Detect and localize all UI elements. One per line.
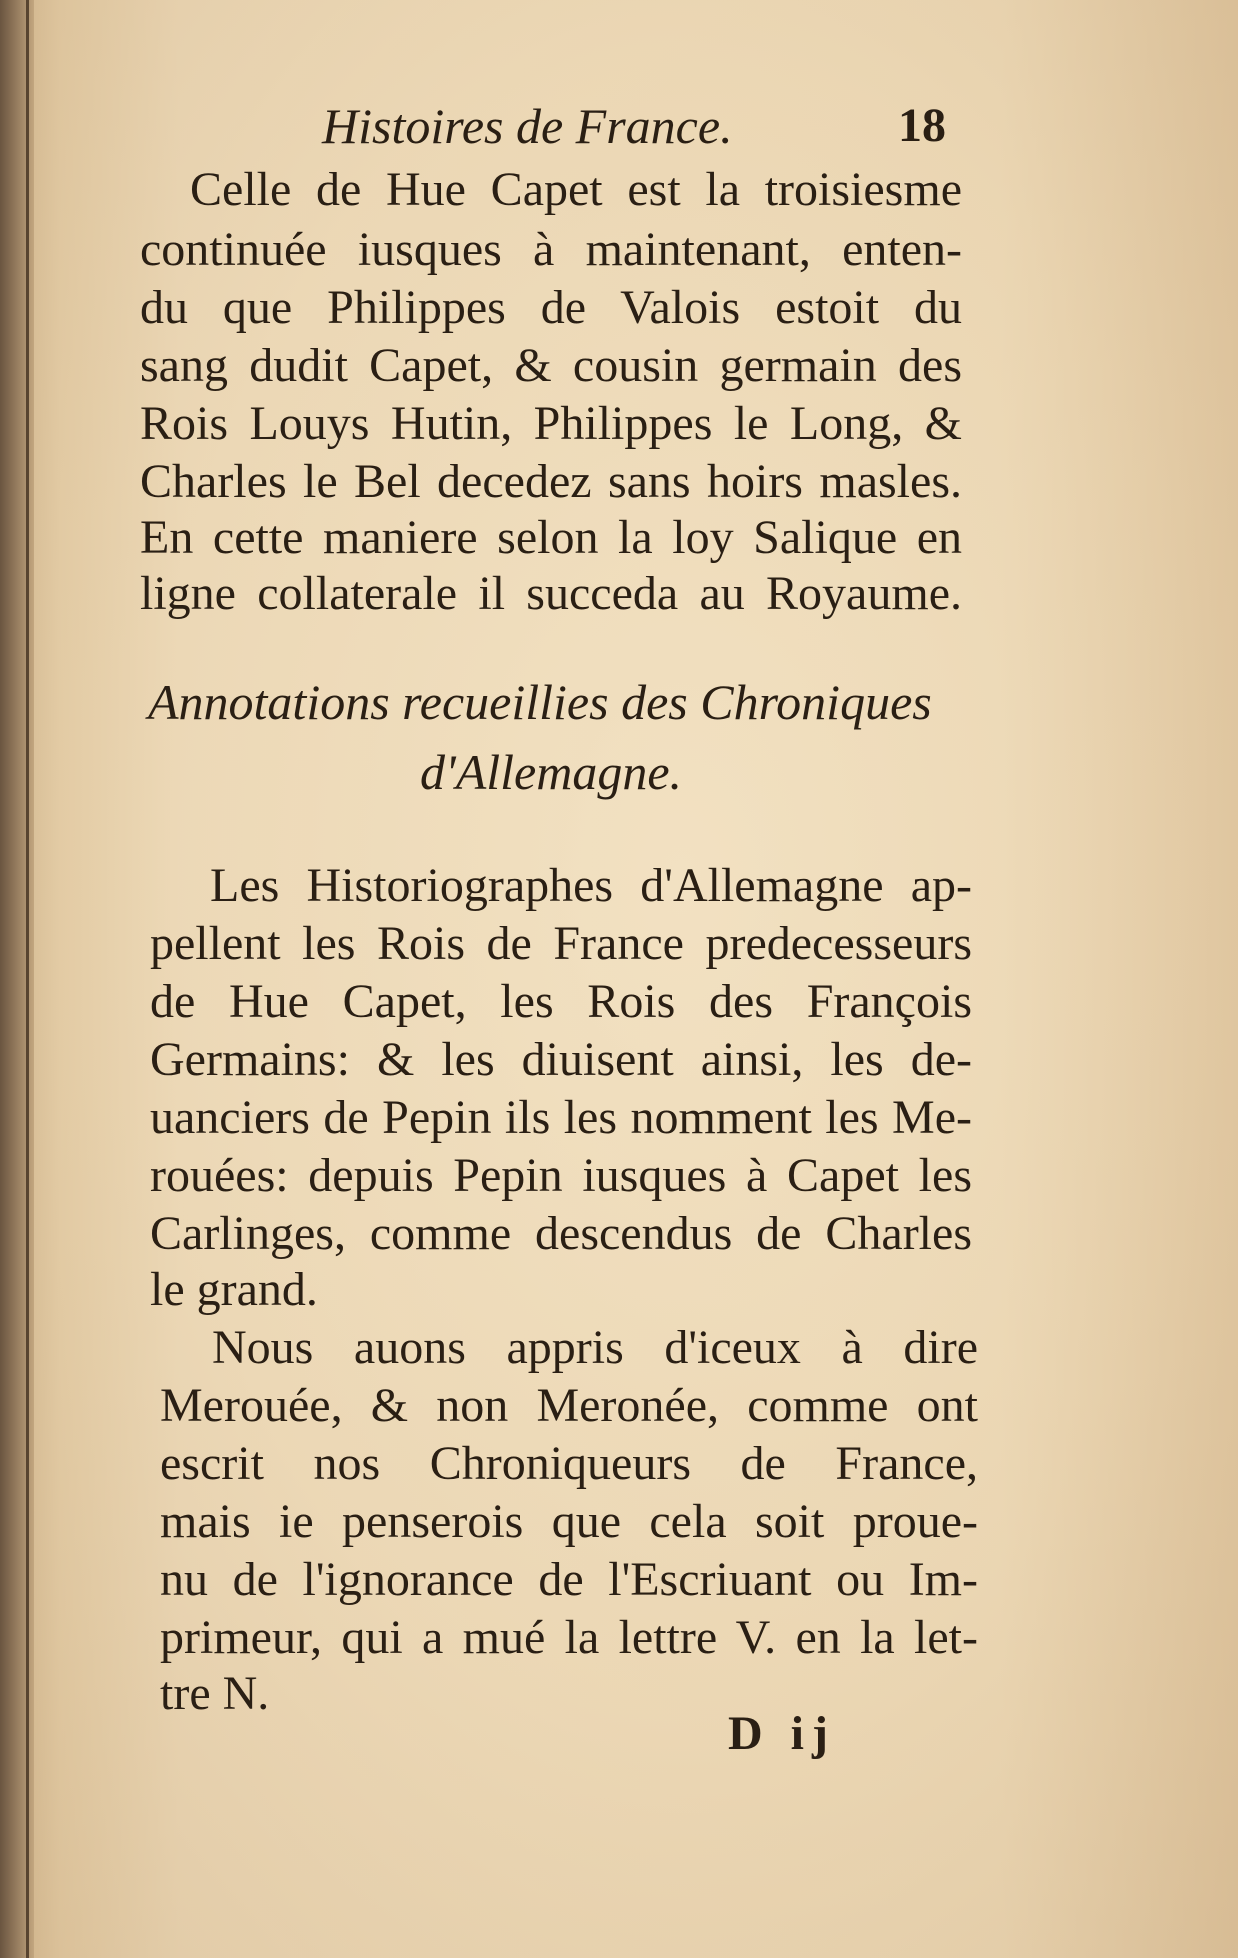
- text-line: de Hue Capet, les Rois des François: [150, 975, 972, 1028]
- text-line: Charles le Bel decedez sans hoirs masles.: [140, 455, 962, 508]
- text-line: sang dudit Capet, & cousin germain des: [140, 339, 962, 392]
- signature-mark: D ij: [728, 1707, 836, 1760]
- text-line: Nous auons appris d'iceux à dire: [212, 1321, 978, 1374]
- text-line: primeur, qui a mué la lettre V. en la let-: [160, 1611, 978, 1664]
- text-line: Merouée, & non Meronée, comme ont: [160, 1379, 978, 1432]
- text-line: Celle de Hue Capet est la troisiesme: [190, 163, 962, 216]
- text-line: mais ie penserois que cela soit proue-: [160, 1495, 978, 1548]
- text-line: pellent les Rois de France predecesseurs: [150, 917, 972, 970]
- section-heading-line-2: d'Allemagne.: [420, 744, 683, 800]
- text-line: le grand.: [150, 1263, 318, 1316]
- text-line: En cette maniere selon la loy Salique en: [140, 511, 962, 564]
- text-line: rouées: depuis Pepin iusques à Capet les: [150, 1149, 972, 1202]
- text-line: du que Philippes de Valois estoit du: [140, 281, 962, 334]
- text-line: escrit nos Chroniqueurs de France,: [160, 1437, 978, 1490]
- text-line: Germains: & les diuisent ainsi, les de-: [150, 1033, 972, 1086]
- page-gutter-line: [26, 0, 29, 1958]
- page-number: 18: [898, 99, 946, 152]
- text-line: nu de l'ignorance de l'Escriuant ou Im-: [160, 1553, 978, 1606]
- text-line: Les Historiographes d'Allemagne ap-: [210, 859, 972, 912]
- text-line: Carlinges, comme descendus de Charles: [150, 1207, 972, 1260]
- text-line: tre N.: [160, 1667, 270, 1720]
- text-line: ligne collaterale il succeda au Royaume.: [140, 567, 962, 620]
- text-line: Rois Louys Hutin, Philippes le Long, &: [140, 397, 962, 450]
- text-line: uanciers de Pepin ils les nomment les Me-: [150, 1091, 972, 1144]
- running-head-title: Histoires de France.: [322, 98, 733, 154]
- section-heading-line-1: Annotations recueillies des Chroniques: [148, 674, 932, 730]
- text-line: continuée iusques à maintenant, enten-: [140, 223, 962, 276]
